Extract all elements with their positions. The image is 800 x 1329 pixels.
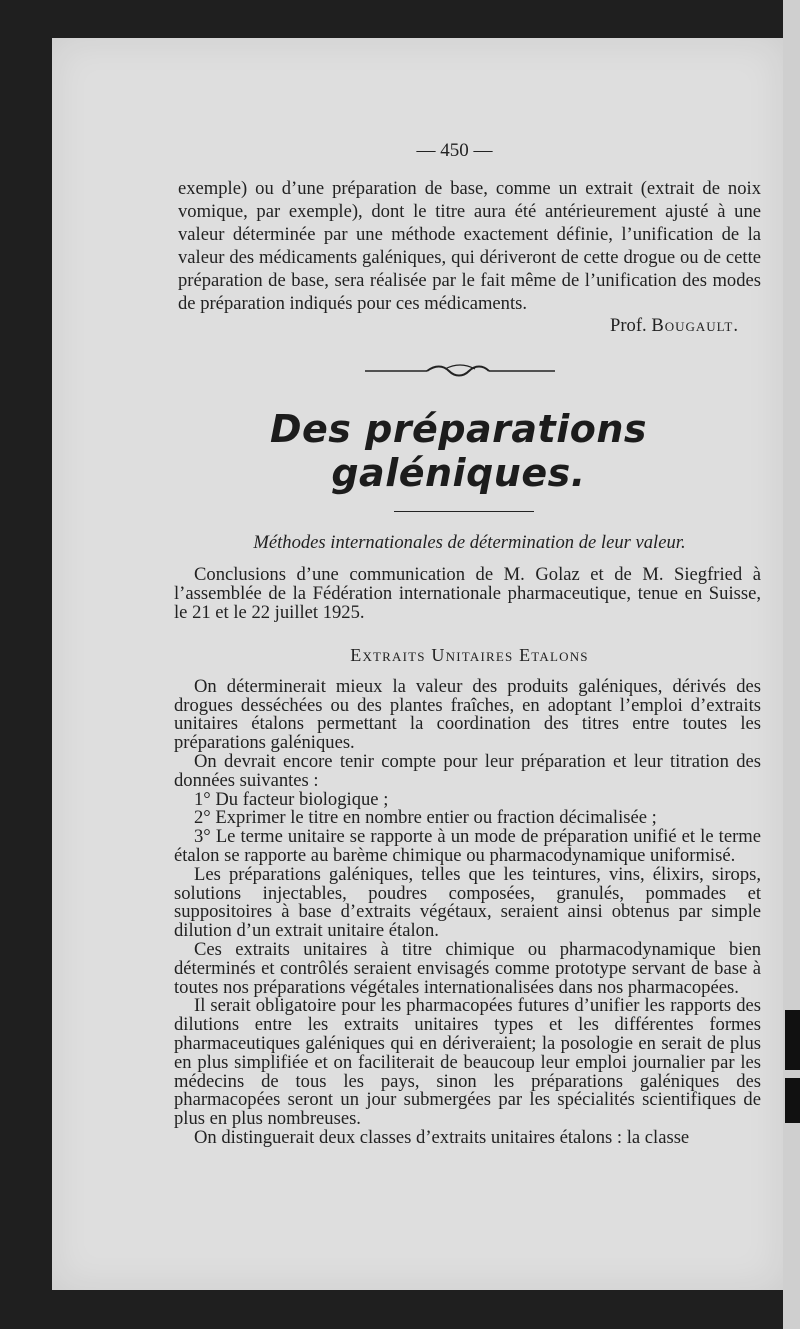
article-subtitle: Méthodes internationales de détermination de leur valeur. — [253, 532, 686, 554]
next-page-edge — [783, 0, 800, 1329]
list-item: 2° Exprimer le titre en nombre entier ou fraction décimalisée ; — [194, 807, 657, 829]
page-number: — 450 — — [416, 140, 493, 161]
intro-paragraph: exemple) ou d’une préparation de base, comme un extrait (extrait de noix vomique, par exemple), dont le titre aura été antérieurement ajusté à une valeur déterminée par une méthode exactement définie, l’unification de la valeur des médicaments galéniques, qui dériveront de cette drogue ou de cette préparation de base, sera réalisée par le fait même de l’unification des modes de préparation indiqués pour ces médicaments. — [178, 178, 761, 314]
section-heading: Extraits Unitaires Etalons — [350, 644, 589, 665]
conclusions-paragraph: Conclusions d’une communication de M. Golaz et de M. Siegfried à l’assemblée de la Fédération internationale pharmaceutique, tenue en Suisse, le 21 et le 22 juillet 1925. — [174, 564, 761, 624]
edge-mark — [785, 1078, 800, 1123]
signature-prefix: Prof. — [609, 315, 647, 337]
signature — [178, 315, 739, 337]
title-rule — [394, 511, 534, 512]
body-paragraph: Il serait obligatoire pour les pharmacopées futures d’unifier les rapports des dilutions entre les extraits unitaires types et les différentes formes pharmaceutiques galéniques qui en dériveraient; la posologie en serait de plus en plus simplifiée et on faciliterait de beaucoup leur emploi journalier par les médecins de tous les pays, sinon les préparations galéniques des pharmacopées seront un jour submergées par les spécialités scientifiques de plus en plus nombreuses. — [174, 995, 761, 1130]
body-paragraph: Ces extraits unitaires à titre chimique ou pharmacodynamique bien déterminés et contrôlés seraient envisagés comme prototype servant de base à toutes nos préparations végétales internationalisées dans nos pharmacopées. — [174, 938, 761, 998]
signature-name: Bougault. — [651, 315, 739, 337]
list-item: 1° Du facteur biologique ; — [194, 788, 389, 810]
edge-mark — [785, 1010, 800, 1070]
body-paragraph: On déterminerait mieux la valeur des produits galéniques, dérivés des drogues desséchées ou des plantes fraîches, en adoptant l’emploi d’extraits unitaires étalons permettant la coordination des titres entre toutes les préparations galéniques. — [174, 675, 761, 754]
ornament-divider — [158, 361, 761, 385]
body-paragraph: On distinguerait deux classes d’extraits unitaires étalons : la classe — [194, 1126, 690, 1148]
article-title: Des préparations galéniques. — [269, 407, 648, 496]
body-paragraph: On devrait encore tenir compte pour leur préparation et leur titration des données suivantes : — [174, 751, 761, 791]
list-item: 3° Le terme unitaire se rapporte à un mode de préparation unifié et le terme étalon se rapporte au barème chimique ou pharmacodynamique uniformisé. — [174, 826, 761, 866]
body-paragraph: Les préparations galéniques, telles que les teintures, vins, élixirs, sirops, solutions injectables, poudres composées, granulés, pommades et suppositoires à base d’extraits végétaux, seraient ainsi obtenus par simple dilution d’un extrait unitaire étalon. — [174, 863, 761, 942]
page-content — [174, 140, 761, 1148]
